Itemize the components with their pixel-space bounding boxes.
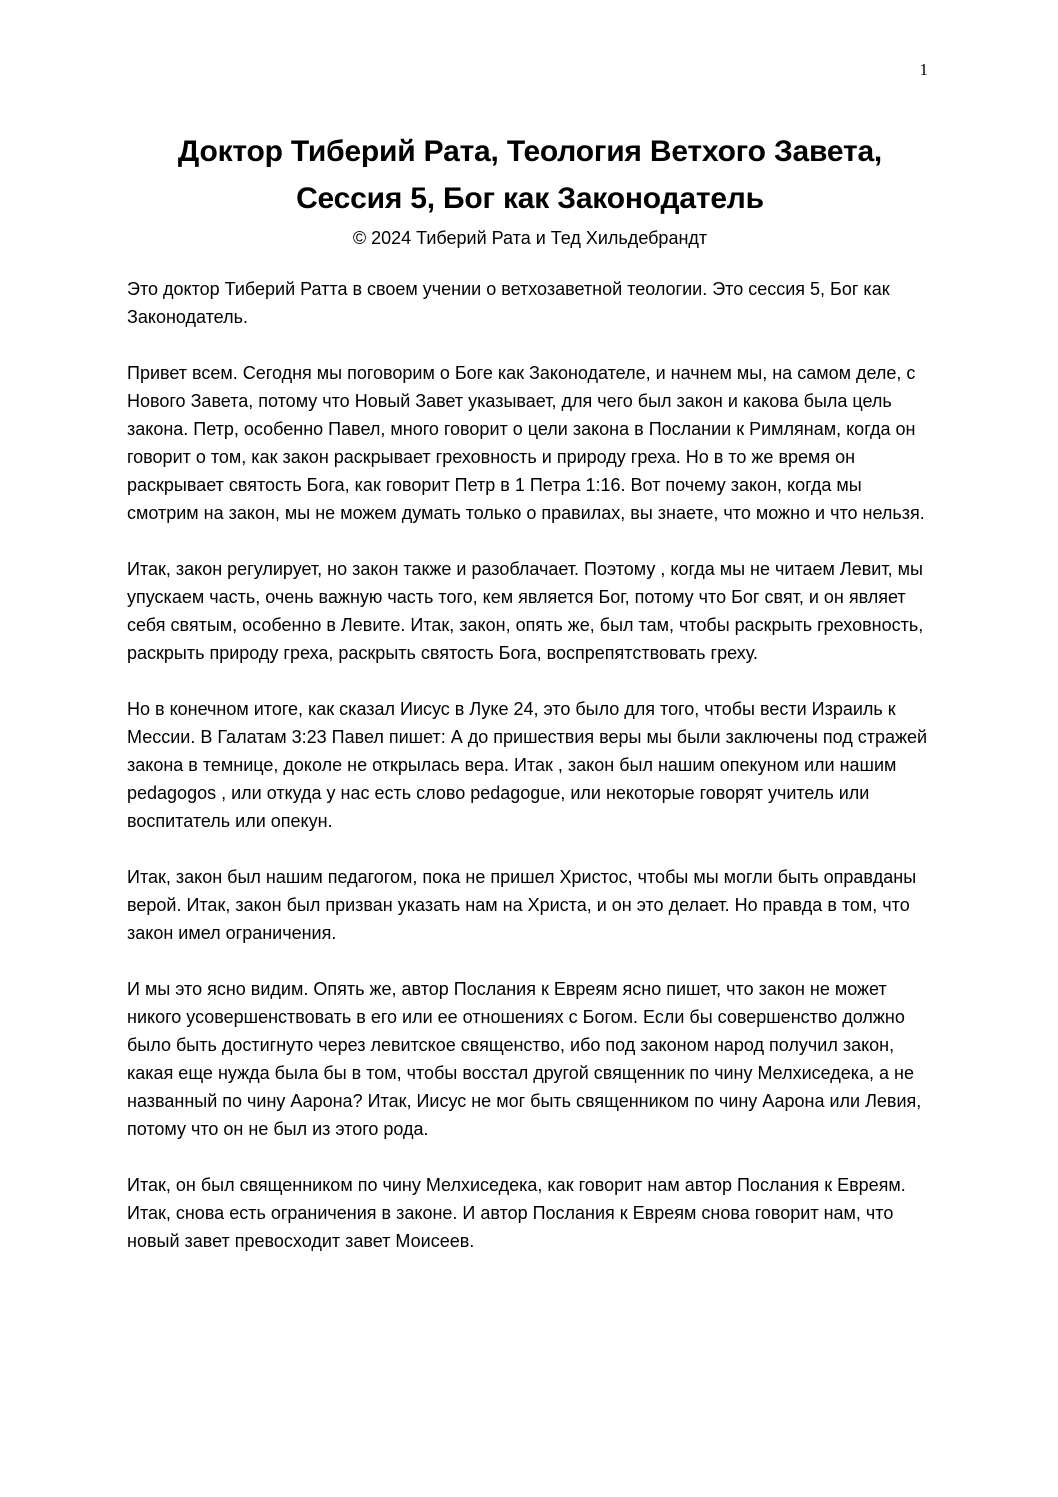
paragraph-3: Итак, закон регулирует, но закон также и разоблачает. Поэтому , когда мы не читаем Левит, мы упускаем часть, очень важную часть того, кем является Бог, потому что Бог свят, и он являет себя святым, особенно в Левите. Итак, закон, опять же, был там, чтобы раскрыть греховность, раскрыть природу греха, раскрыть святость Бога, воспрепятствовать греху. — [127, 559, 924, 663]
paragraph-7: Итак, он был священником по чину Мелхиседека, как говорит нам автор Послания к Евреям. Итак, снова есть ограничения в законе. И автор Послания к Евреям снова говорит нам, что новый завет превосходит завет Моисеев. — [127, 1175, 906, 1251]
title-line-2: Сессия 5, Бог как Законодатель — [296, 182, 764, 215]
paragraph-2: Привет всем. Сегодня мы поговорим о Боге как Законодателе, и начнем мы, на самом деле, с Нового Завета, потому что Новый Завет указывает, для чего был закон и какова была цель закона. Петр, особенно Павел, много говорит о цели закона в Послании к Римлянам, когда он говорит о том, как закон раскрывает греховность и природу греха. Но в то же время он раскрывает святость Бога, как говорит Петр в 1 Петра 1:16. Вот почему закон, когда мы смотрим на закон, мы не можем думать только о правилах, вы знаете, что можно и что нельзя. — [127, 363, 925, 523]
document-body — [127, 275, 933, 1255]
title-line-1: Доктор Тиберий Рата, Теология Ветхого Завета, — [177, 135, 883, 168]
paragraph-5: Итак, закон был нашим педагогом, пока не пришел Христос, чтобы мы могли быть оправданы верой. Итак, закон был призван указать нам на Христа, и он это делает. Но правда в том, что закон имел ограничения. — [127, 867, 917, 943]
page-title — [127, 0, 933, 222]
paragraph-1: Это доктор Тиберий Ратта в своем учении о ветхозаветной теологии. Это сессия 5, Бог как Законодатель. — [127, 279, 890, 327]
paragraph-4: Но в конечном итоге, как сказал Иисус в Луке 24, это было для того, чтобы вести Израиль к Мессии. В Галатам 3:23 Павел пишет: А до пришествия веры мы были заключены под стражей закона в темнице, доколе не открылась вера. Итак , закон был нашим опекуном или нашим pedagogos , или откуда у нас есть слово pedagogue, или некоторые говорят учитель или воспитатель или опекун. — [127, 699, 928, 831]
paragraph-6: И мы это ясно видим. Опять же, автор Послания к Евреям ясно пишет, что закон не может никого усовершенствовать в его или ее отношениях с Богом. Если бы совершенство должно было быть достигнуто через левитское священство, ибо под законом народ получил закон, какая еще нужда была бы в том, чтобы восстал другой священник по чину Мелхиседека, а не названный по чину Аарона? Итак, Иисус не мог быть священником по чину Аарона или Левия, потому что он не был из этого рода. — [127, 979, 922, 1139]
copyright-line: © 2024 Тиберий Рата и Тед Хильдебрандт — [352, 228, 708, 248]
page-number: 1 — [919, 60, 928, 79]
